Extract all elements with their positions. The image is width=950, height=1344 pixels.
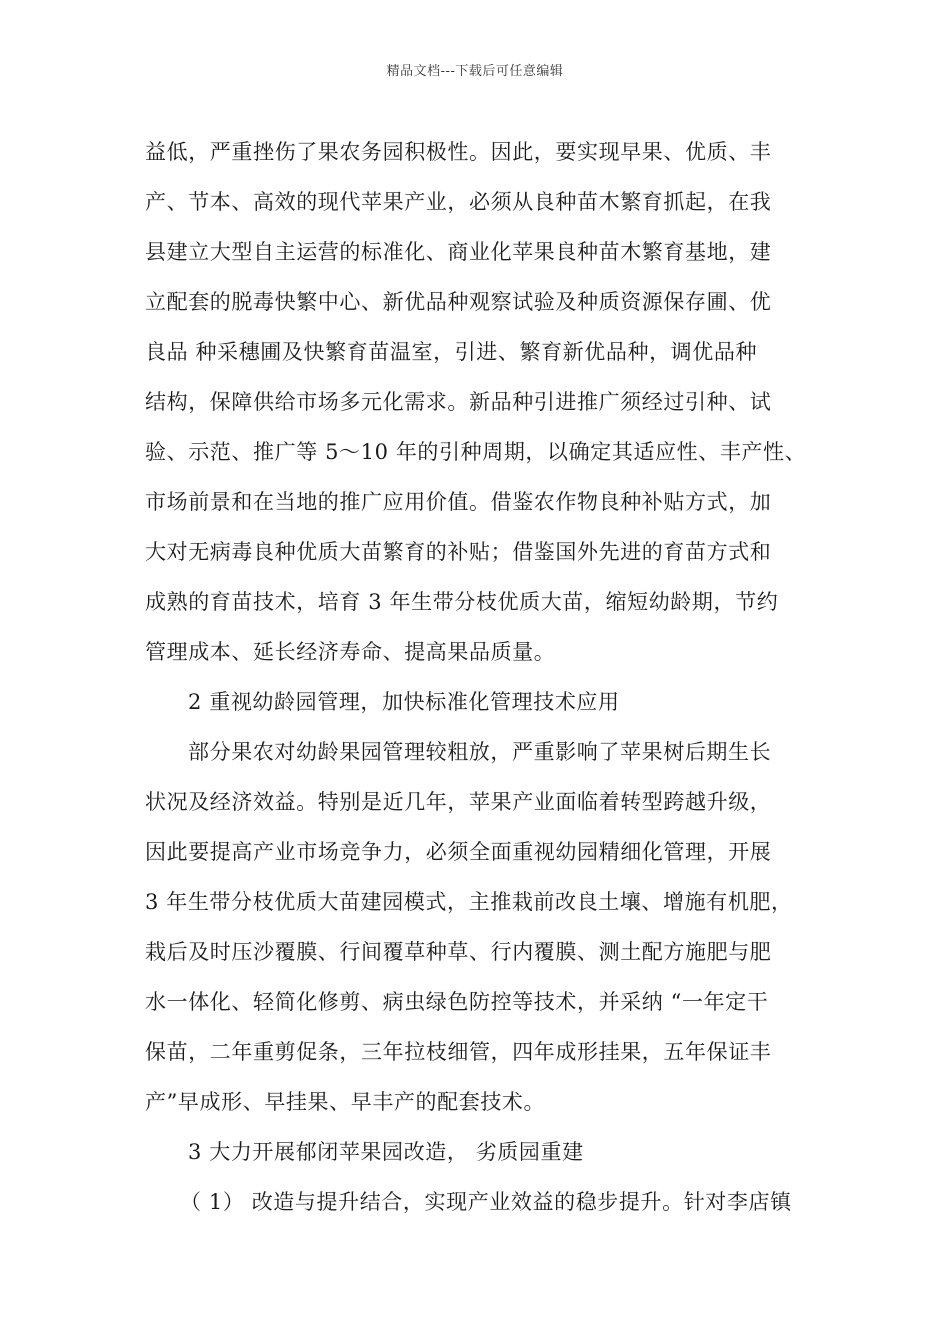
body-line: （ 1） 改造与提升结合，实现产业效益的稳步提升。针对李店镇 (180, 1190, 792, 1214)
body-line: 管理成本、延长经济寿命、提高果品质量。 (145, 640, 556, 664)
body-line: 大对无病毒良种优质大苗繁育的补贴；借鉴国外先进的育苗方式和 (145, 540, 772, 564)
section-heading: 3 大力开展郁闭苹果园改造， 劣质园重建 (188, 1140, 584, 1164)
body-line: 益低，严重挫伤了果农务园积极性。因此，要实现早果、优质、丰 (145, 140, 772, 164)
body-line: 立配套的脱毒快繁中心、新优品种观察试验及种质资源保存圃、优 (145, 290, 772, 314)
page-header: 精品文档---下载后可任意编辑 (386, 64, 564, 79)
body-line: 市场前景和在当地的推广应用价值。借鉴农作物良种补贴方式，加 (145, 490, 772, 514)
body-line: 产、节本、高效的现代苹果产业，必须从良种苗木繁育抓起，在我 (145, 190, 772, 214)
body-line: 良品 种采穗圃及快繁育苗温室，引进、繁育新优品种，调优品种 (145, 340, 758, 364)
body-line: 因此要提高产业市场竞争力，必须全面重视幼园精细化管理，开展 (145, 840, 772, 864)
body-line: 状况及经济效益。特别是近几年，苹果产业面临着转型跨越升级， (145, 790, 772, 814)
body-line: 水一体化、轻简化修剪、病虫绿色防控等技术，并采纳 “一年定干 (145, 990, 769, 1014)
body-line: 3 年生带分枝优质大苗建园模式，主推栽前改良土壤、增施有机肥， (145, 890, 793, 914)
body-line: 保苗，二年重剪促条，三年拉枝细管，四年成形挂果，五年保证丰 (145, 1040, 772, 1064)
body-line: 部分果农对幼龄果园管理较粗放，严重影响了苹果树后期生长 (188, 740, 772, 764)
body-line: 县建立大型自主运营的标准化、商业化苹果良种苗木繁育基地，建 (145, 240, 772, 264)
body-line: 成熟的育苗技术，培育 3 年生带分枝优质大苗，缩短幼龄期，节约 (145, 590, 779, 614)
section-heading: 2 重视幼龄园管理，加快标准化管理技术应用 (188, 690, 620, 714)
body-line: 结构，保障供给市场多元化需求。新品种引进推广须经过引种、试 (145, 390, 772, 414)
body-line: 验、示范、推广等 5～10 年的引种周期，以确定其适应性、丰产性、 (145, 440, 807, 464)
body-line: 栽后及时压沙覆膜、行间覆草种草、行内覆膜、测土配方施肥与肥 (145, 940, 772, 964)
body-line: 产”早成形、早挂果、早丰产的配套技术。 (145, 1090, 546, 1114)
